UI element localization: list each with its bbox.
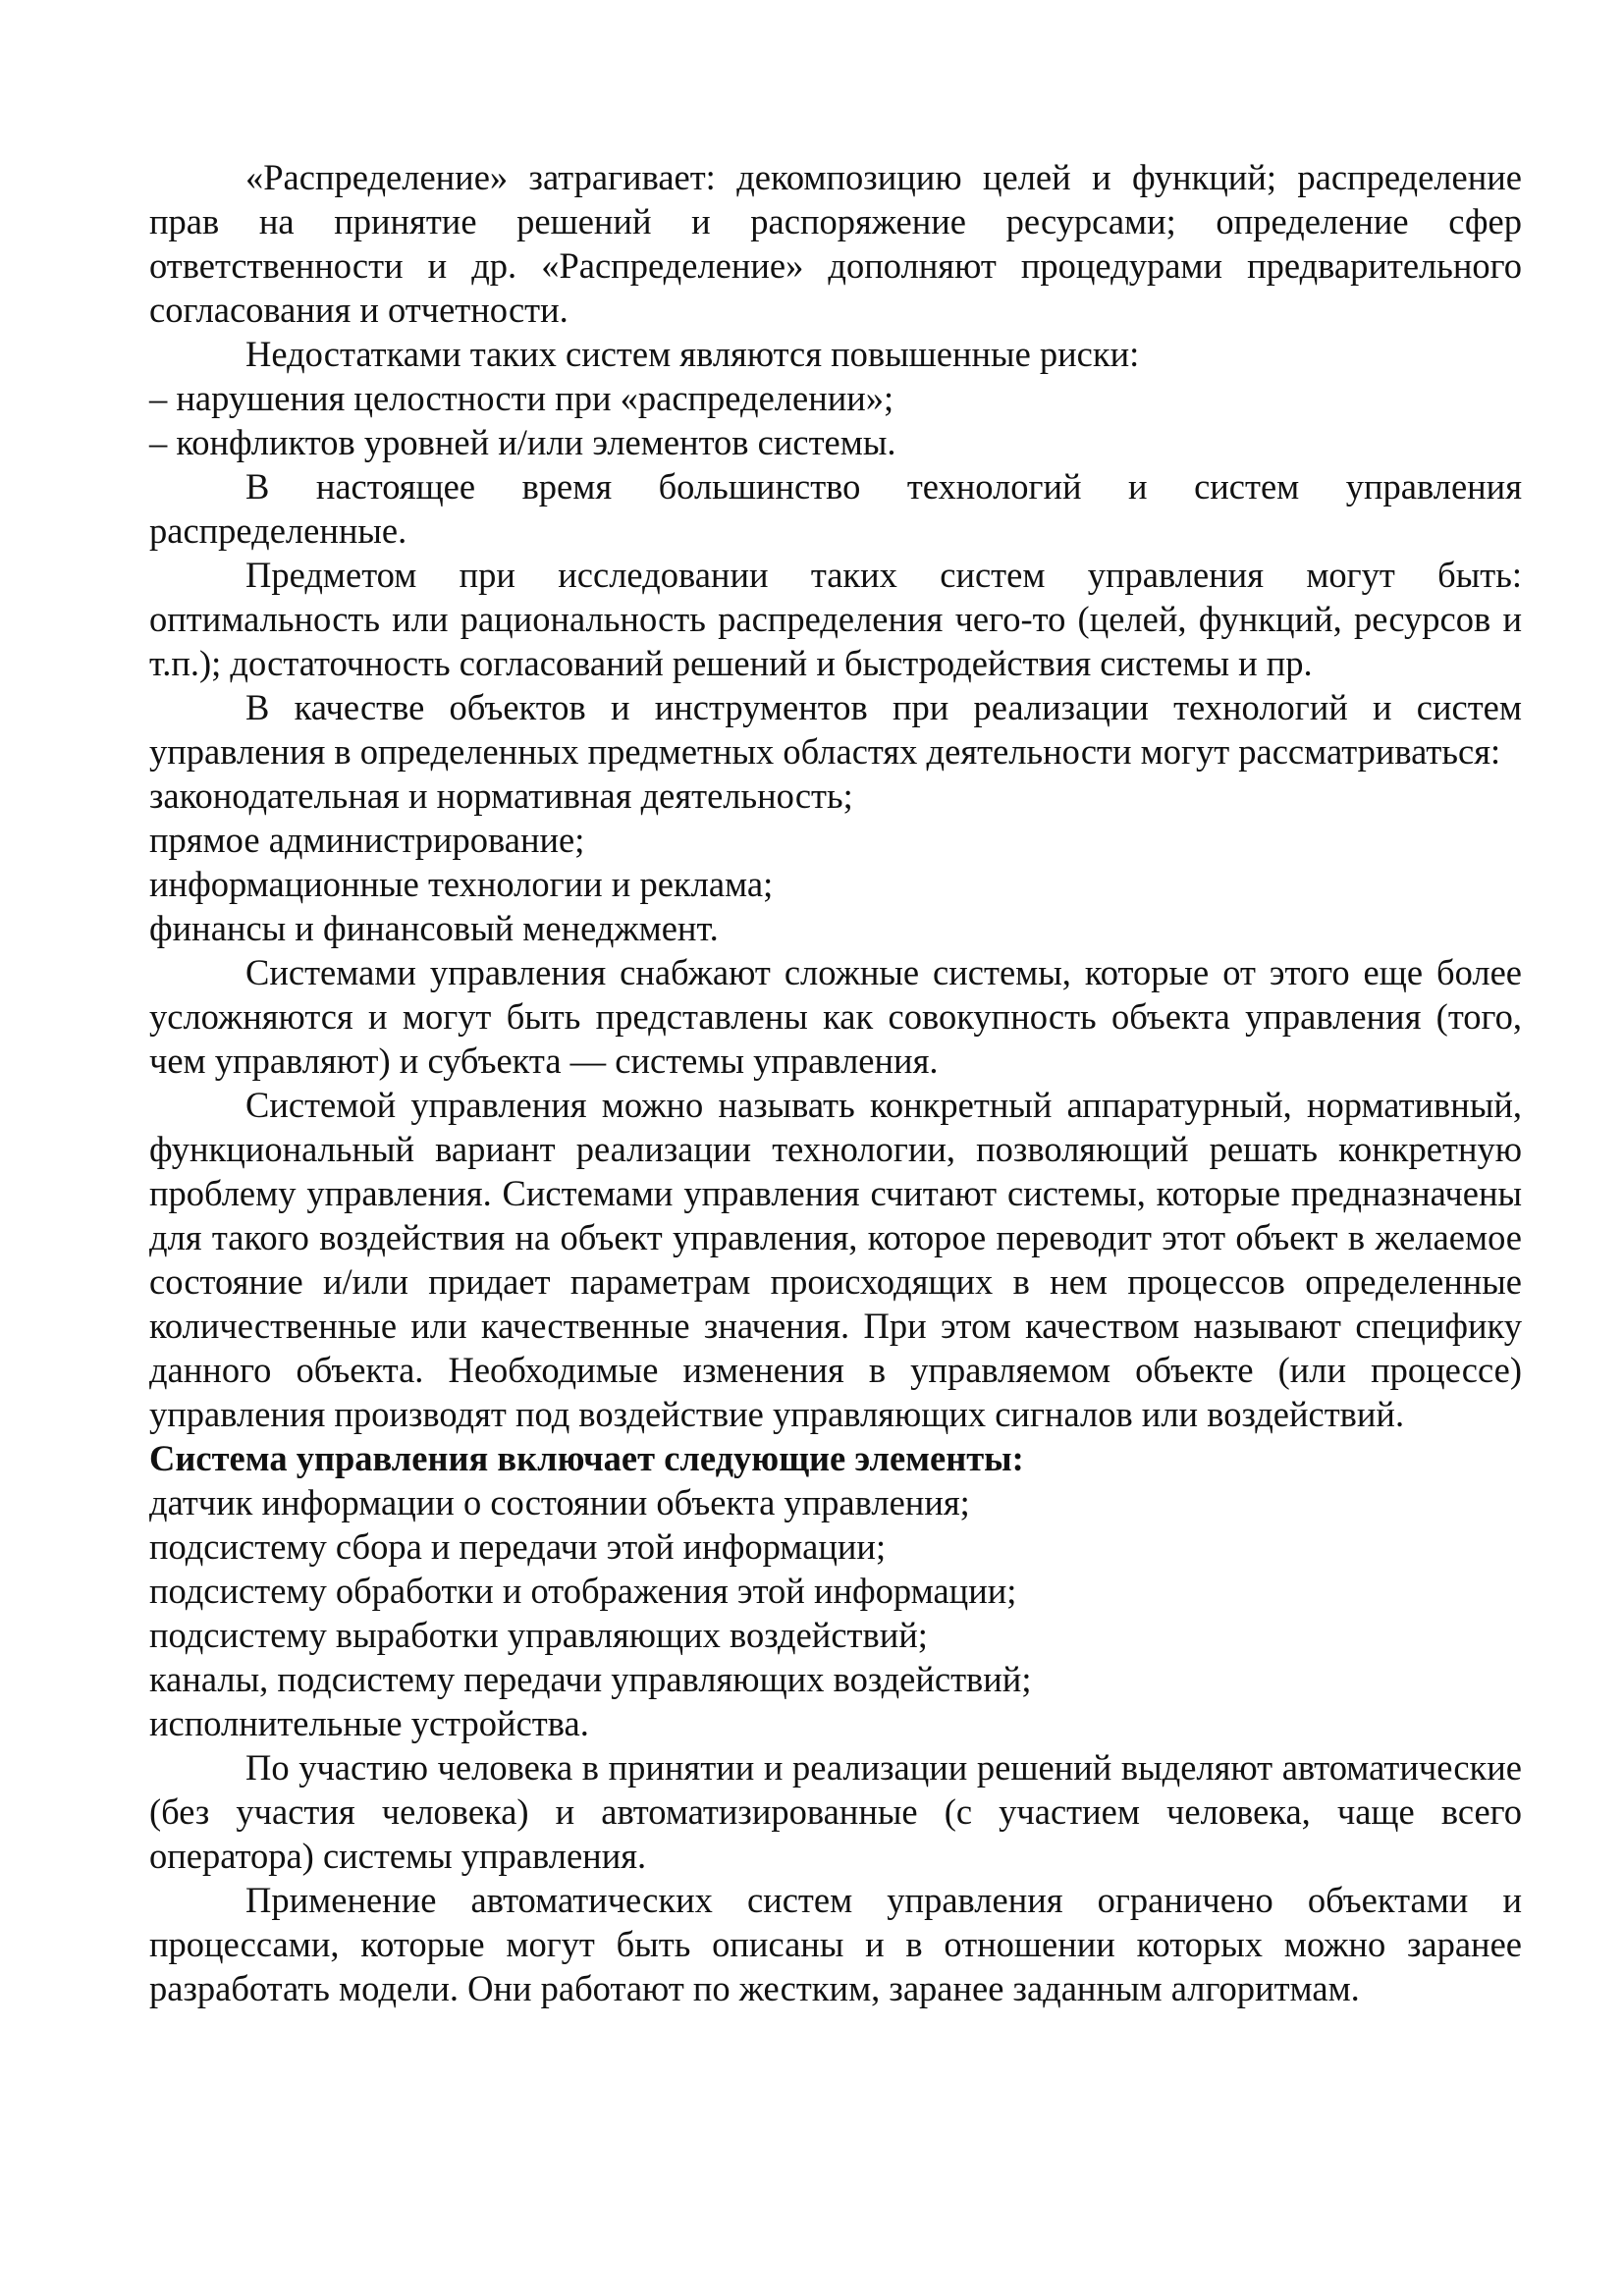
paragraph-distributed-now: В настоящее время большинство технологий и систем управления распределенные. [149,466,1522,551]
list-item-finance: финансы и финансовый менеджмент. [149,908,719,948]
paragraph-automatic-systems: Применение автоматических систем управления ограничено объектами и процессами, которые могут быть описаны и в отношении которых можно заранее разработать модели. Они работают по жестким, заранее заданным алгоритмам. [149,1880,1522,2008]
paragraph-control-systems: Системами управления снабжают сложные системы, которые от этого еще более усложняются и могут быть представлены как совокупность объекта управления (того, чем управляют) и субъекта — системы управления. [149,952,1522,1081]
list-item-processing: подсистему обработки и отображения этой информации; [149,1571,1017,1611]
paragraph-risks-intro: Недостатками таких систем являются повышенные риски: [245,334,1140,374]
list-item-actuators: исполнительные устройства. [149,1703,589,1743]
list-item-collection: подсистему сбора и передачи этой информации; [149,1526,887,1567]
list-item-sensor: датчик информации о состоянии объекта управления; [149,1482,970,1522]
list-item-integrity: – нарушения целостности при «распределении»; [149,378,894,418]
list-item-conflicts: – конфликтов уровней и/или элементов системы. [149,422,896,462]
paragraph-objects-tools: В качестве объектов и инструментов при реализации технологий и систем управления в определенных предметных областях деятельности могут рассматриваться: [149,687,1522,772]
list-item-channels: каналы, подсистему передачи управляющих воздействий; [149,1659,1032,1699]
document-page [149,155,1522,2010]
paragraph-research-subject: Предметом при исследовании таких систем управления могут быть: оптимальность или рациональность распределения чего-то (целей, функций, ресурсов и т.п.); достаточность согласований решений и быстродействия системы и пр. [149,555,1522,683]
section-heading-elements: Система управления включает следующие элементы: [149,1438,1024,1478]
list-item-legislative: законодательная и нормативная деятельность; [149,775,853,816]
list-item-decision: подсистему выработки управляющих воздействий; [149,1615,928,1655]
paragraph-human-participation: По участию человека в принятии и реализации решений выделяют автоматические (без участия человека) и автоматизированные (с участием человека, чаще всего оператора) системы управления. [149,1747,1522,1876]
paragraph-control-system-definition: Системой управления можно называть конкретный аппаратурный, нормативный, функциональный вариант реализации технологии, позволяющий решать конкретную проблему управления. Системами управления считают системы, которые предназначены для такого воздействия на объект управления, которое переводит этот объект в желаемое состояние и/или придает параметрам происходящих в нем процессов определенные количественные или качественные значения. При этом качеством называют специфику данного объекта. Необходимые изменения в управляемом объекте (или процессе) управления производят под воздействие управляющих сигналов или воздействий. [149,1085,1522,1434]
list-item-administration: прямое администрирование; [149,820,585,860]
list-item-it-advertising: информационные технологии и реклама; [149,864,774,904]
paragraph-distribution: «Распределение» затрагивает: декомпозицию целей и функций; распределение прав на принятие решений и распоряжение ресурсами; определение сфер ответственности и др. «Распределение» дополняют процедурами предварительного согласования и отчетности. [149,157,1522,330]
